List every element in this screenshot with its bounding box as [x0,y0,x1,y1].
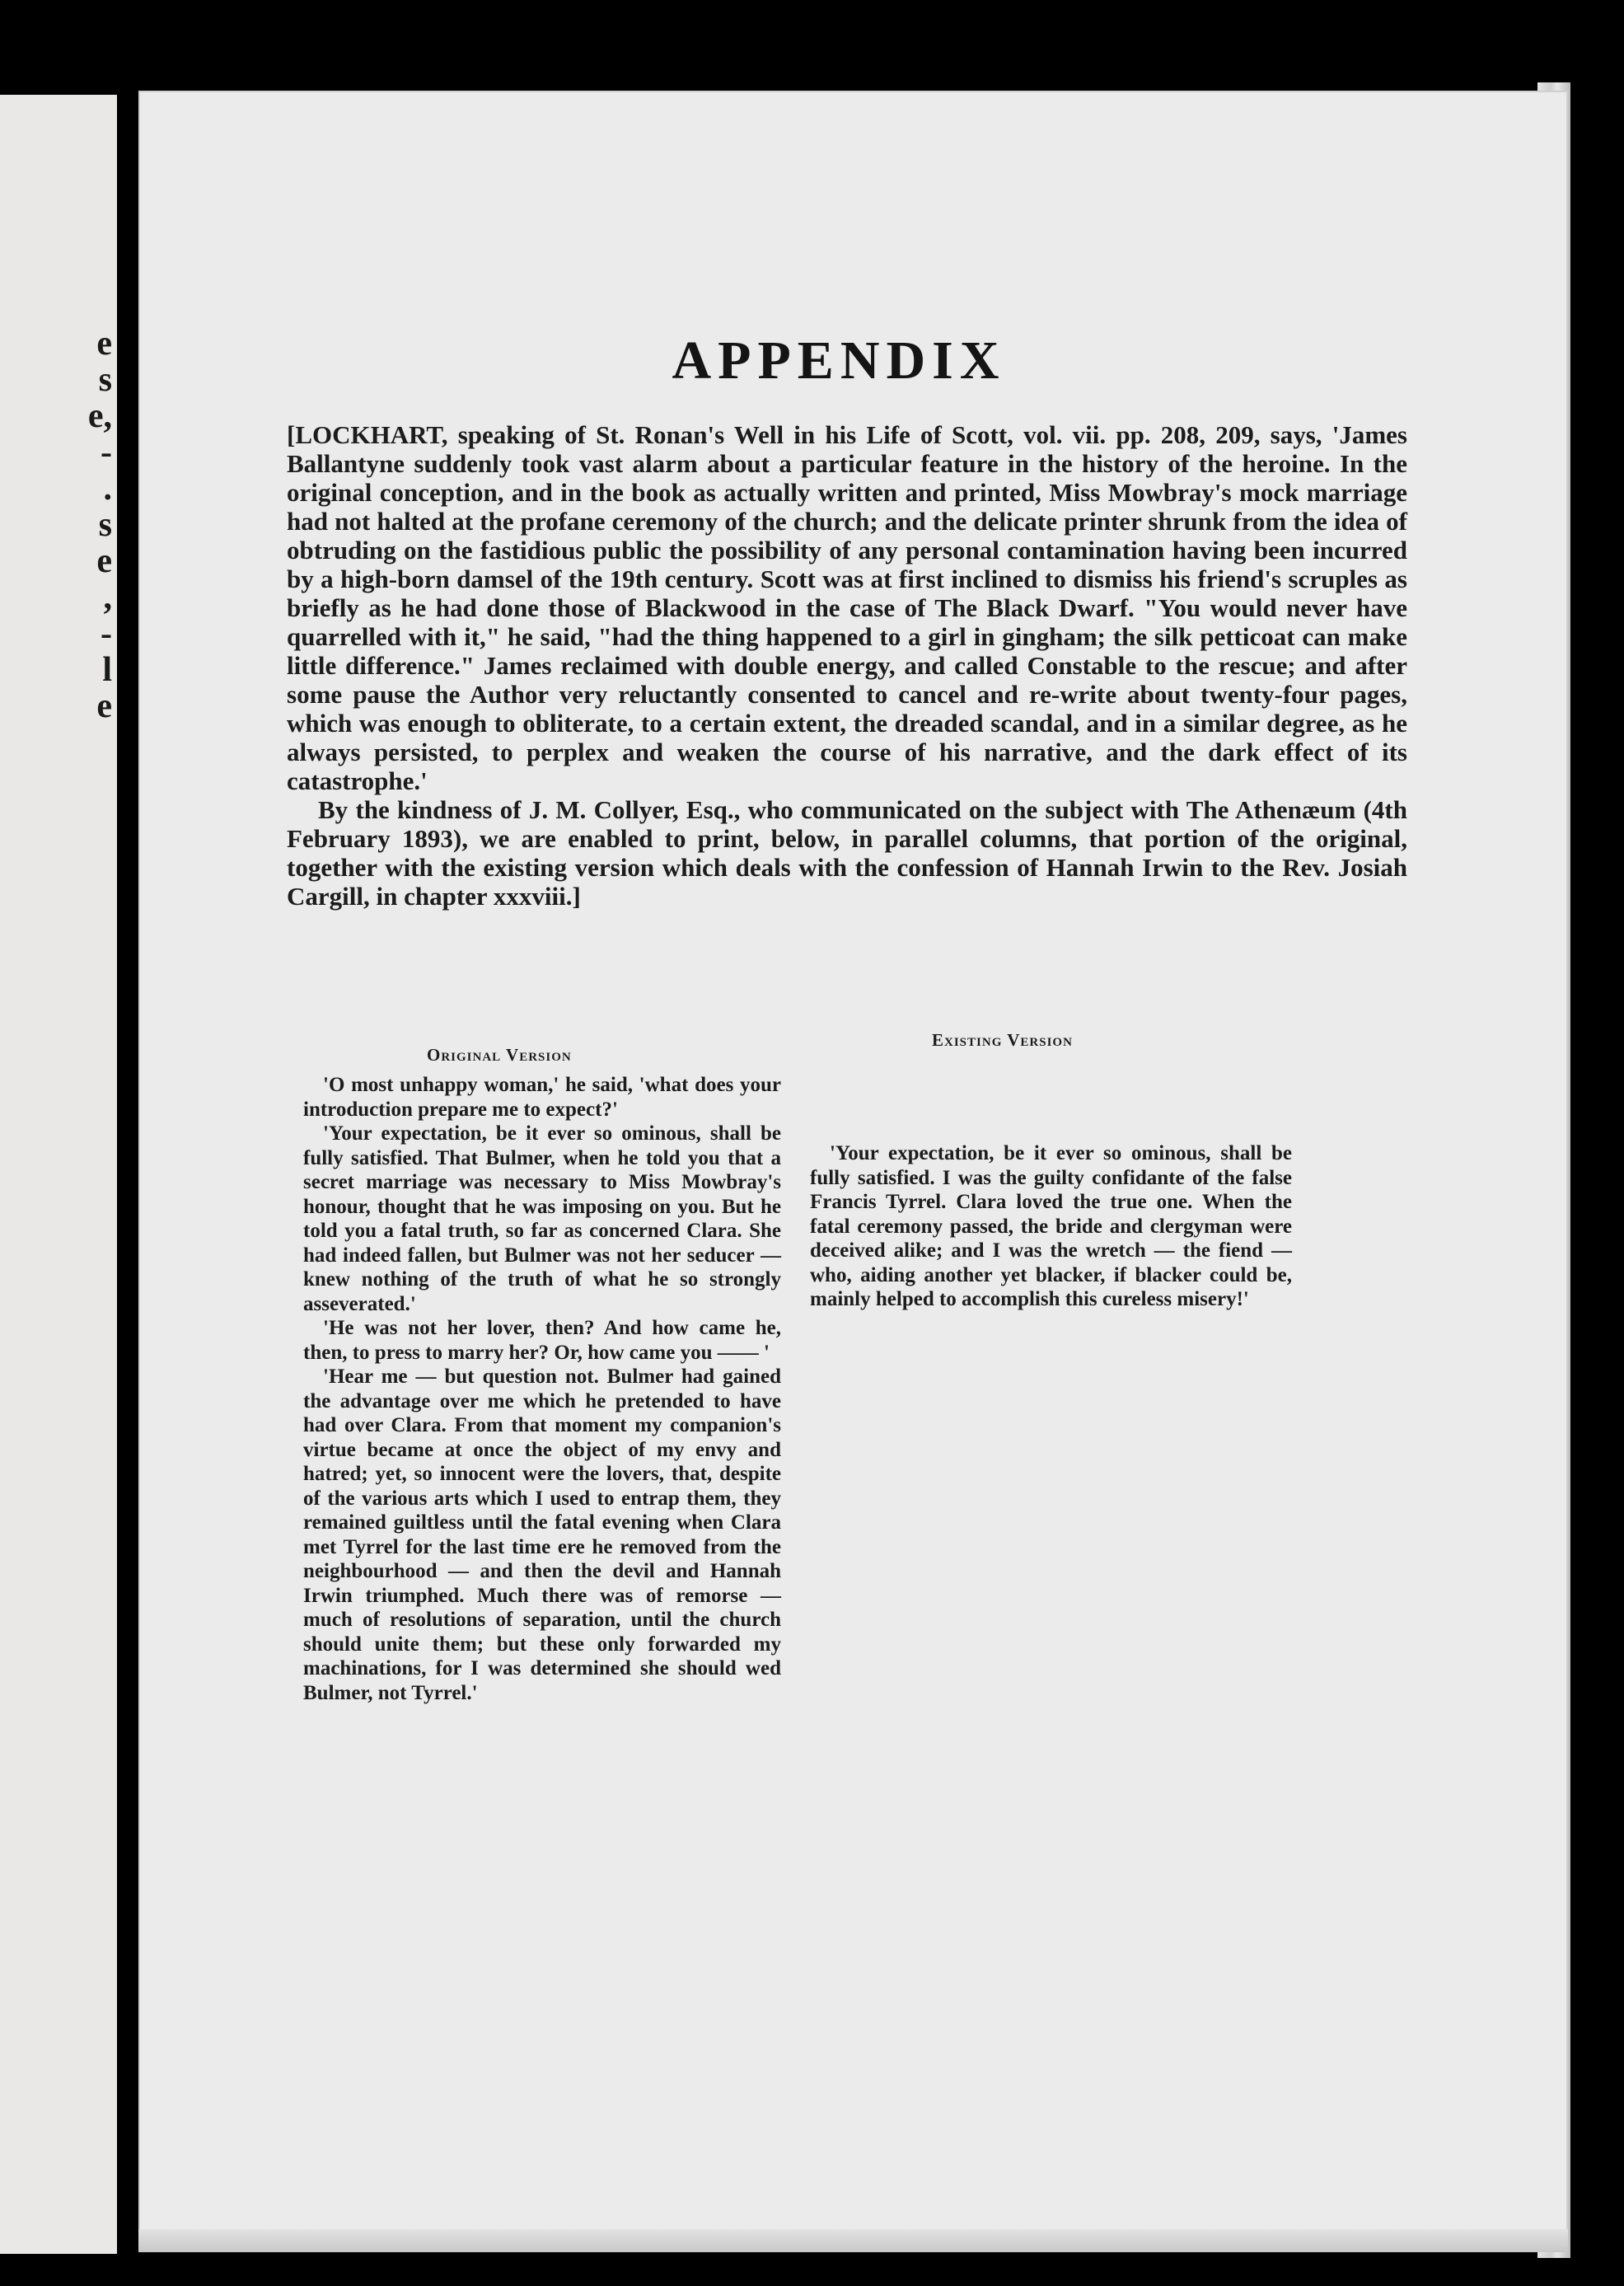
fragment: s [98,361,112,399]
fragment: - [101,433,112,471]
original-paragraph: 'Hear me — but question not. Bulmer had gained the advantage over me which he pretended to have had over Clara. From that moment my companion's virtue became at once the object of my envy and hatred; yet, so innocent were the lovers, that, despite of the various arts which I used to entrap them, they remained guiltless until the fatal evening when Clara met Tyrrel for the last time ere he removed from the neighbourhood — and then the devil and Hannah Irwin triumphed. Much there was of remorse — much of resolutions of separation, until the church should unite them; but these only forwarded my machinations, for I was determined she should wed Bulmer, not Tyrrel.' [303,1366,781,1704]
existing-paragraph: 'Your expectation, be it ever so ominous, shall be fully satisfied. I was the guilty confidante of the false Francis Tyrrel. Clara loved the true one. When the fatal ceremony passed, the bride and clergyman were deceived alike; and I was the wretch — the fiend — who, aiding another yet blacker, if blacker could be, mainly helped to accomplish this cureless misery!' [810,1142,1292,1310]
original-paragraph: 'He was not her lover, then? And how came he, then, to press to marry her? Or, how came you —— ' [303,1317,781,1364]
fragment: - [101,615,112,653]
existing-version-heading: Existing Version [932,1030,1073,1050]
fragment: e [96,687,112,725]
original-version-heading: Original Version [427,1045,572,1065]
fragment: e, [87,397,112,435]
facing-page-text-fragments [88,326,112,724]
page-title: APPENDIX [672,330,1006,391]
page-stack-bottom-edge [138,2229,1568,2252]
fragment: l [102,651,112,689]
original-paragraph: 'Your expectation, be it ever so ominous, shall be fully satisfied. That Bulmer, when he told you that a secret marriage was necessary to Miss Mowbray's honour, thought that he was imposing on you. But he told you a fatal truth, so far as concerned Clara. She had indeed fallen, but Bulmer was not her seducer — knew nothing of the truth of what he so strongly asseverated.' [303,1122,781,1315]
fragment: , [103,579,112,616]
fragment: e [96,542,112,580]
existing-version-column [810,1141,1292,1312]
intro-paragraph-1: [LOCKHART, speaking of St. Ronan's Well in his Life of Scott, vol. vii. pp. 208, 209, says, 'James Ballantyne suddenly took vast alarm about a particular feature in the history of the heroine. In the original conception, and in the book as actually written and printed, Miss Mowbray's mock marriage had not halted at the profane ceremony of the church; and the delicate printer shrunk from the idea of obtruding on the fastidious public the possibility of any personal contamination having been incurred by a high-born damsel of the 19th century. Scott was at first inclined to dismiss his friend's scruples as briefly as he had done those of Blackwood in the case of The Black Dwarf. "You would never have quarrelled with it," he said, "had the thing happened to a girl in gingham; the silk petticoat can make little difference." James reclaimed with double energy, and called Constable to the rescue; and after some pause the Author very reluctantly consented to cancel and re-write about twenty-four pages, which was enough to obliterate, to a certain extent, the dreaded scandal, and in a similar degree, as he always persisted, to perplex and weaken the course of his narrative, and the dark effect of its catastrophe.' [287,420,1407,795]
fragment: s [98,506,112,544]
fragment: e [96,325,112,363]
intro-paragraph-2: By the kindness of J. M. Collyer, Esq., who communicated on the subject with The Athenæum (4th February 1893), we are enabled to print, below, in parallel columns, that portion of the original, together with the existing version which deals with the confession of Hannah Irwin to the Rev. Josiah Cargill, in chapter xxxviii.] [287,795,1407,911]
facing-page-edge [0,95,117,2254]
intro-text [287,420,1407,911]
original-version-column [303,1073,781,1705]
fragment: . [103,470,112,508]
book-page [138,91,1568,2250]
original-paragraph: 'O most unhappy woman,' he said, 'what does your introduction prepare me to expect?' [303,1074,781,1121]
